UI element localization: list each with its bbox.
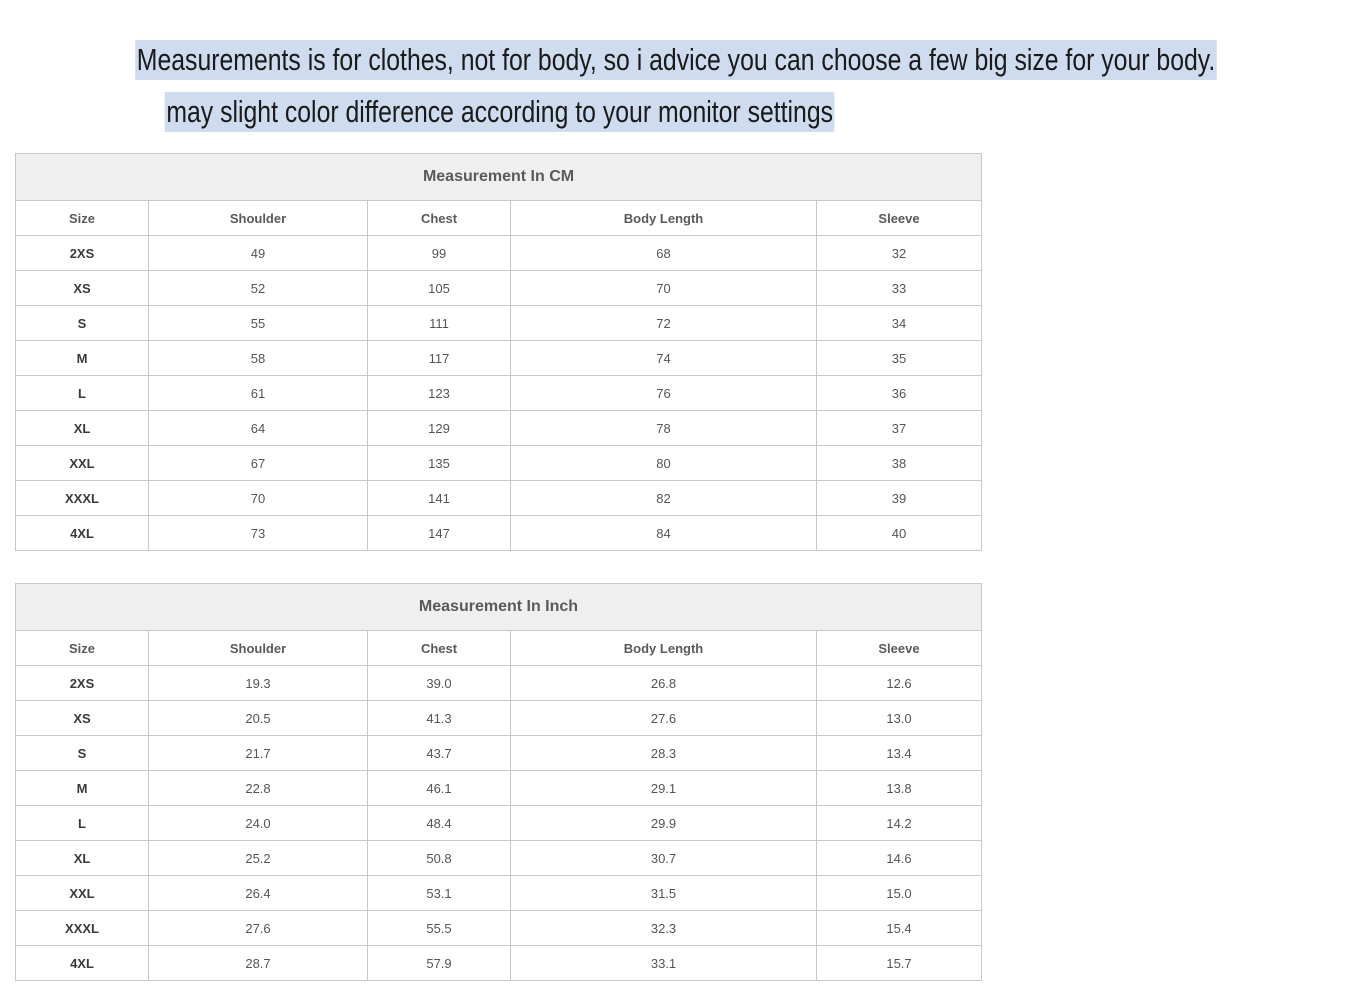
size-cell: XL [16,411,149,446]
shoulder-cell: 70 [149,481,368,516]
column-header-body-length: Body Length [511,201,817,236]
column-header-size: Size [16,201,149,236]
chest-cell: 99 [368,236,511,271]
body-length-cell: 76 [511,376,817,411]
sleeve-cell: 13.8 [817,771,982,806]
table-row [16,481,982,516]
body-length-cell: 29.9 [511,806,817,841]
chest-cell: 50.8 [368,841,511,876]
notice-line-2-text: may slight color difference according to your monitor settings [165,92,835,132]
chest-cell: 147 [368,516,511,551]
shoulder-cell: 28.7 [149,946,368,981]
shoulder-cell: 26.4 [149,876,368,911]
chest-cell: 39.0 [368,666,511,701]
size-table-cm [15,153,982,551]
sleeve-cell: 14.6 [817,841,982,876]
chest-cell: 129 [368,411,511,446]
shoulder-cell: 52 [149,271,368,306]
column-header-shoulder: Shoulder [149,201,368,236]
shoulder-cell: 22.8 [149,771,368,806]
size-cell: XS [16,701,149,736]
sleeve-cell: 38 [817,446,982,481]
size-cell: 4XL [16,516,149,551]
chest-cell: 141 [368,481,511,516]
table-title: Measurement In CM [16,154,982,201]
table-row [16,341,982,376]
shoulder-cell: 24.0 [149,806,368,841]
size-cell: 2XS [16,666,149,701]
table-row [16,516,982,551]
chest-cell: 48.4 [368,806,511,841]
sleeve-cell: 13.4 [817,736,982,771]
table-row [16,306,982,341]
sleeve-cell: 34 [817,306,982,341]
column-header-size: Size [16,631,149,666]
table-row [16,411,982,446]
table-row [16,876,982,911]
chest-cell: 123 [368,376,511,411]
table-row [16,736,982,771]
chest-cell: 43.7 [368,736,511,771]
size-cell: L [16,806,149,841]
shoulder-cell: 67 [149,446,368,481]
column-header-chest: Chest [368,201,511,236]
size-cell: XXXL [16,481,149,516]
shoulder-cell: 64 [149,411,368,446]
shoulder-cell: 25.2 [149,841,368,876]
column-header-sleeve: Sleeve [817,631,982,666]
sleeve-cell: 15.4 [817,911,982,946]
column-header-body-length: Body Length [511,631,817,666]
sleeve-cell: 35 [817,341,982,376]
notice-line-2 [0,92,1000,132]
sleeve-cell: 15.7 [817,946,982,981]
table-row [16,771,982,806]
size-cell: XXXL [16,911,149,946]
body-length-cell: 26.8 [511,666,817,701]
sleeve-cell: 15.0 [817,876,982,911]
size-cell: 4XL [16,946,149,981]
chest-cell: 55.5 [368,911,511,946]
body-length-cell: 27.6 [511,701,817,736]
shoulder-cell: 61 [149,376,368,411]
table-row [16,841,982,876]
body-length-cell: 74 [511,341,817,376]
size-cell: XXL [16,876,149,911]
chest-cell: 135 [368,446,511,481]
chest-cell: 111 [368,306,511,341]
size-cell: L [16,376,149,411]
size-table-inch [15,583,982,981]
shoulder-cell: 73 [149,516,368,551]
sleeve-cell: 13.0 [817,701,982,736]
chest-cell: 117 [368,341,511,376]
table-row [16,911,982,946]
body-length-cell: 80 [511,446,817,481]
notice-line-1-text: Measurements is for clothes, not for body, so i advice you can choose a few big size for your body. [135,40,1217,80]
shoulder-cell: 20.5 [149,701,368,736]
body-length-cell: 84 [511,516,817,551]
size-cell: S [16,306,149,341]
sleeve-cell: 32 [817,236,982,271]
shoulder-cell: 19.3 [149,666,368,701]
sleeve-cell: 39 [817,481,982,516]
shoulder-cell: 58 [149,341,368,376]
chest-cell: 57.9 [368,946,511,981]
body-length-cell: 31.5 [511,876,817,911]
body-length-cell: 72 [511,306,817,341]
body-length-cell: 29.1 [511,771,817,806]
column-header-chest: Chest [368,631,511,666]
size-cell: M [16,771,149,806]
sleeve-cell: 40 [817,516,982,551]
size-cell: XXL [16,446,149,481]
shoulder-cell: 55 [149,306,368,341]
table-row [16,236,982,271]
table-row [16,376,982,411]
size-cell: 2XS [16,236,149,271]
shoulder-cell: 21.7 [149,736,368,771]
chest-cell: 105 [368,271,511,306]
table-title: Measurement In Inch [16,584,982,631]
sleeve-cell: 36 [817,376,982,411]
table-row [16,271,982,306]
chest-cell: 46.1 [368,771,511,806]
table-header-row [16,631,982,666]
table-row [16,666,982,701]
sleeve-cell: 33 [817,271,982,306]
size-cell: M [16,341,149,376]
table-row [16,946,982,981]
table-row [16,806,982,841]
size-cell: S [16,736,149,771]
column-header-sleeve: Sleeve [817,201,982,236]
column-header-shoulder: Shoulder [149,631,368,666]
sleeve-cell: 37 [817,411,982,446]
notice-line-1 [0,40,1216,80]
shoulder-cell: 49 [149,236,368,271]
body-length-cell: 30.7 [511,841,817,876]
body-length-cell: 78 [511,411,817,446]
shoulder-cell: 27.6 [149,911,368,946]
body-length-cell: 82 [511,481,817,516]
sleeve-cell: 12.6 [817,666,982,701]
body-length-cell: 32.3 [511,911,817,946]
sleeve-cell: 14.2 [817,806,982,841]
body-length-cell: 70 [511,271,817,306]
table-header-row [16,201,982,236]
body-length-cell: 33.1 [511,946,817,981]
body-length-cell: 28.3 [511,736,817,771]
chest-cell: 53.1 [368,876,511,911]
table-row [16,446,982,481]
size-cell: XL [16,841,149,876]
table-row [16,701,982,736]
body-length-cell: 68 [511,236,817,271]
size-cell: XS [16,271,149,306]
chest-cell: 41.3 [368,701,511,736]
